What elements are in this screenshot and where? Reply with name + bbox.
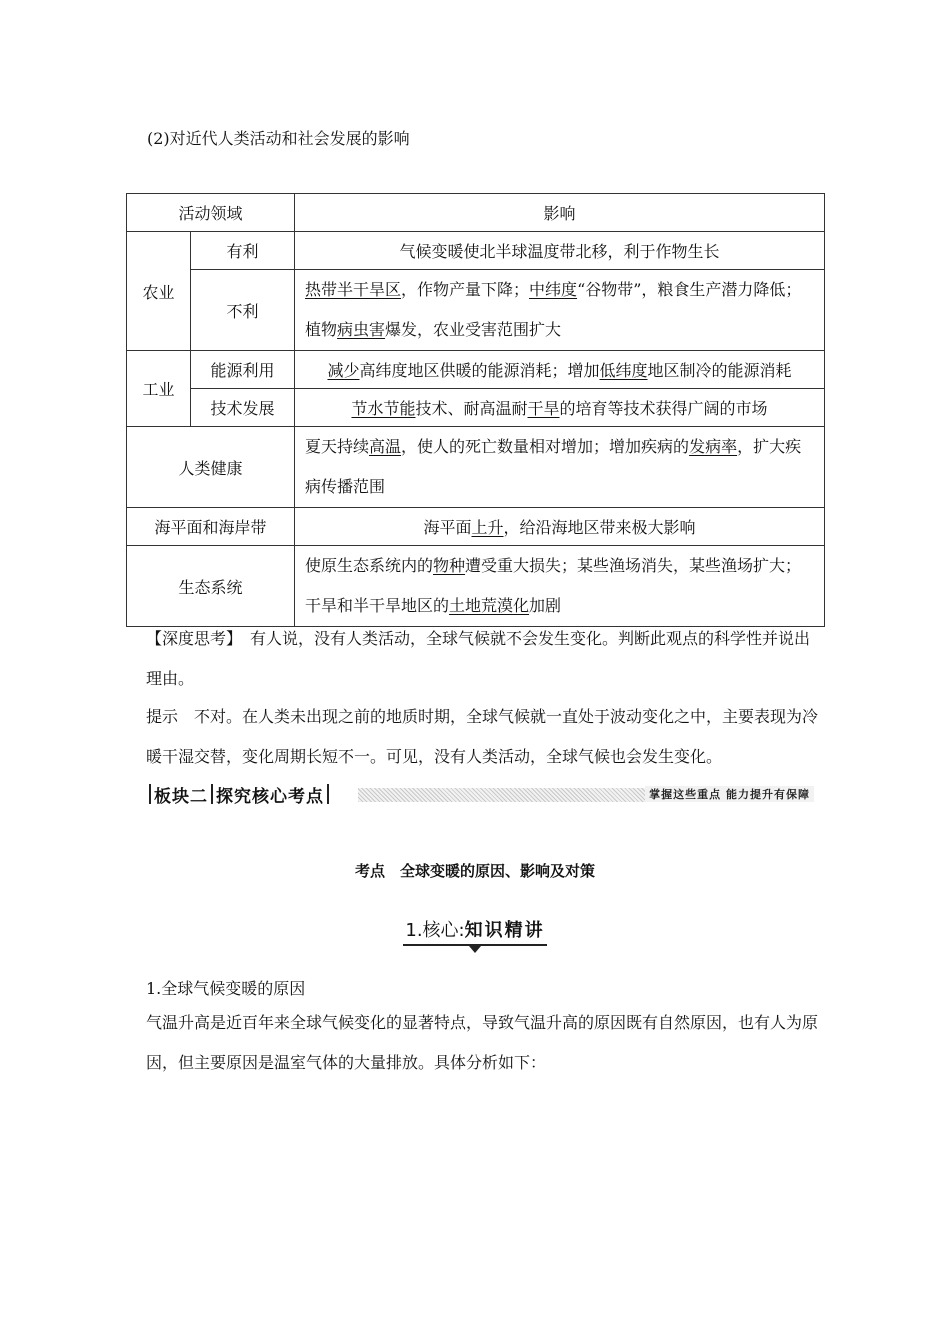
body-paragraph: 气温升高是近百年来全球气候变化的显著特点，导致气温升高的原因既有自然原因，也有人为原因，但主要原因是温室气体的大量排放。具体分析如下： <box>146 1013 819 1072</box>
underlined-term: 病虫害 <box>337 320 386 339</box>
unfavorable-label: 不利 <box>191 270 295 351</box>
section-title-wrap <box>403 916 546 946</box>
section-banner <box>146 783 814 805</box>
text-span: 的培育等技术获得广阔的市场 <box>559 399 768 418</box>
underlined-term: 高温 <box>369 437 402 456</box>
text-span: ，给沿海地区带来极大影响 <box>503 518 696 537</box>
table-row <box>127 389 825 427</box>
text-span: 高纬度地区供暖的能源消耗；增加 <box>359 361 600 380</box>
deep-thinking-paragraph <box>146 619 826 699</box>
tech-text <box>295 389 825 427</box>
text-span: 爆发，农业受害范围扩大 <box>385 320 562 339</box>
text-span: 地区制冷的能源消耗 <box>647 361 792 380</box>
banner-part2: 探究核心考点 <box>216 786 324 807</box>
knowledge-section-title <box>0 916 950 946</box>
eco-text <box>295 546 825 627</box>
underlined-term: 上升 <box>471 518 504 537</box>
banner-part1: 板块二 <box>154 786 208 807</box>
header-impact: 影响 <box>295 194 825 232</box>
hint-paragraph <box>146 697 826 777</box>
divider <box>211 784 213 804</box>
text-span: 技术、耐高温耐 <box>415 399 528 418</box>
banner-slogan: 掌握这些重点 能力提升有保障 <box>645 786 814 802</box>
table-header-row <box>127 194 825 232</box>
text-span: “谷物带”，粮食生产潜力降低；植物 <box>305 280 802 339</box>
divider <box>149 784 151 804</box>
deep-thinking-text: 有人说，没有人类活动，全球气候就不会发生变化。判断此观点的科学性并说出理由。 <box>146 629 811 688</box>
favorable-label: 有利 <box>191 232 295 270</box>
text-span: ，作物产量下降； <box>401 280 530 299</box>
text-span: 加剧 <box>529 596 562 615</box>
health-text <box>295 427 825 508</box>
favorable-text: 气候变暖使北半球温度带北移，利于作物生长 <box>295 232 825 270</box>
table-row <box>127 351 825 389</box>
table-row <box>127 508 825 546</box>
health-label: 人类健康 <box>127 427 295 508</box>
subheading: 1.全球气候变暖的原因 <box>146 979 306 998</box>
underlined-term: 节水节能 <box>351 399 416 418</box>
hint-text: 不对。在人类未出现之前的地质时期，全球气候就一直处于波动变化之中，主要表现为冷暖干湿交替，变化周期长短不一。可见，没有人类活动，全球气候也会发生变化。 <box>146 707 819 766</box>
header-field: 活动领域 <box>127 194 295 232</box>
underlined-term: 热带半干旱区 <box>305 280 402 299</box>
tech-label: 技术发展 <box>191 389 295 427</box>
underlined-term: 中纬度 <box>529 280 578 299</box>
text-span: 夏天持续 <box>305 437 370 456</box>
text-span: ，使人的死亡数量相对增加；增加疾病的 <box>401 437 690 456</box>
energy-text <box>295 351 825 389</box>
section-title-bold: 知识精讲 <box>464 920 545 941</box>
text-span: 遭受重大损失；某些渔场消失，某些渔场扩大；干旱和半干旱地区的 <box>305 556 802 615</box>
energy-label: 能源利用 <box>191 351 295 389</box>
underlined-term: 发病率 <box>689 437 738 456</box>
hint-label: 提示 <box>146 707 179 726</box>
underlined-term: 减少 <box>327 361 360 380</box>
kaodian-title: 考点 全球变暖的原因、影响及对策 <box>354 862 595 880</box>
section-heading: (2)对近代人类活动和社会发展的影响 <box>147 129 410 148</box>
text-span: ，扩大疾病传播范围 <box>305 437 802 496</box>
banner-title <box>146 783 332 805</box>
section-title-prefix: 1.核心: <box>405 920 465 941</box>
underlined-term: 土地荒漠化 <box>449 596 530 615</box>
table-row <box>127 546 825 627</box>
impact-table <box>126 193 825 627</box>
down-triangle-icon <box>469 946 481 953</box>
underlined-term: 低纬度 <box>599 361 648 380</box>
underlined-term: 干旱 <box>527 399 560 418</box>
sea-text <box>295 508 825 546</box>
sea-label: 海平面和海岸带 <box>127 508 295 546</box>
industry-label: 工业 <box>127 351 191 427</box>
table-row <box>127 232 825 270</box>
eco-label: 生态系统 <box>127 546 295 627</box>
divider <box>327 784 329 804</box>
table-row <box>127 270 825 351</box>
agriculture-label: 农业 <box>127 232 191 351</box>
unfavorable-text <box>295 270 825 351</box>
deep-thinking-label: 【深度思考】 <box>146 629 235 648</box>
text-span: 海平面 <box>423 518 472 537</box>
text-span: 使原生态系统内的 <box>305 556 434 575</box>
underlined-term: 物种 <box>433 556 466 575</box>
table-row <box>127 427 825 508</box>
